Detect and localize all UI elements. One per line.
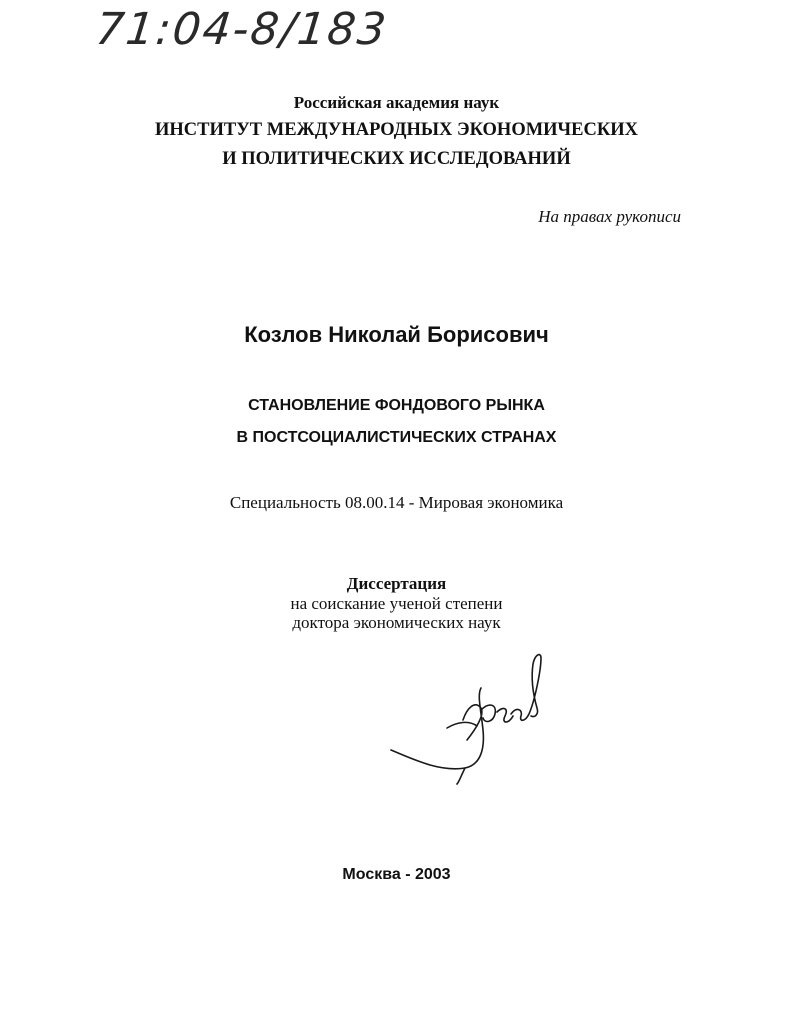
institute-name-line2: И ПОЛИТИЧЕСКИХ ИССЛЕДОВАНИЙ	[222, 149, 571, 169]
author-name: Козлов Николай Борисович	[244, 322, 549, 347]
degree-line1: на соискание ученой степени	[290, 594, 503, 613]
archive-code: 71:04-8/183	[93, 4, 391, 55]
specialty: Специальность 08.00.14 - Мировая экономика	[229, 493, 564, 512]
dissertation-title-line2: В ПОСТСОЦИАЛИСТИЧЕСКИХ СТРАНАХ	[236, 429, 557, 446]
dissertation-title-line1: СТАНОВЛЕНИЕ ФОНДОВОГО РЫНКА	[248, 397, 545, 414]
academy-name: Российская академия наук	[293, 93, 500, 112]
dissertation-label: Диссертация	[346, 574, 447, 593]
degree-line2: доктора экономических наук	[292, 613, 501, 632]
author-signature	[385, 650, 555, 785]
manuscript-rights: На правах рукописи	[538, 207, 681, 226]
city-year: Москва - 2003	[342, 866, 451, 883]
institute-name-line1: ИНСТИТУТ МЕЖДУНАРОДНЫХ ЭКОНОМИЧЕСКИХ	[154, 120, 638, 140]
